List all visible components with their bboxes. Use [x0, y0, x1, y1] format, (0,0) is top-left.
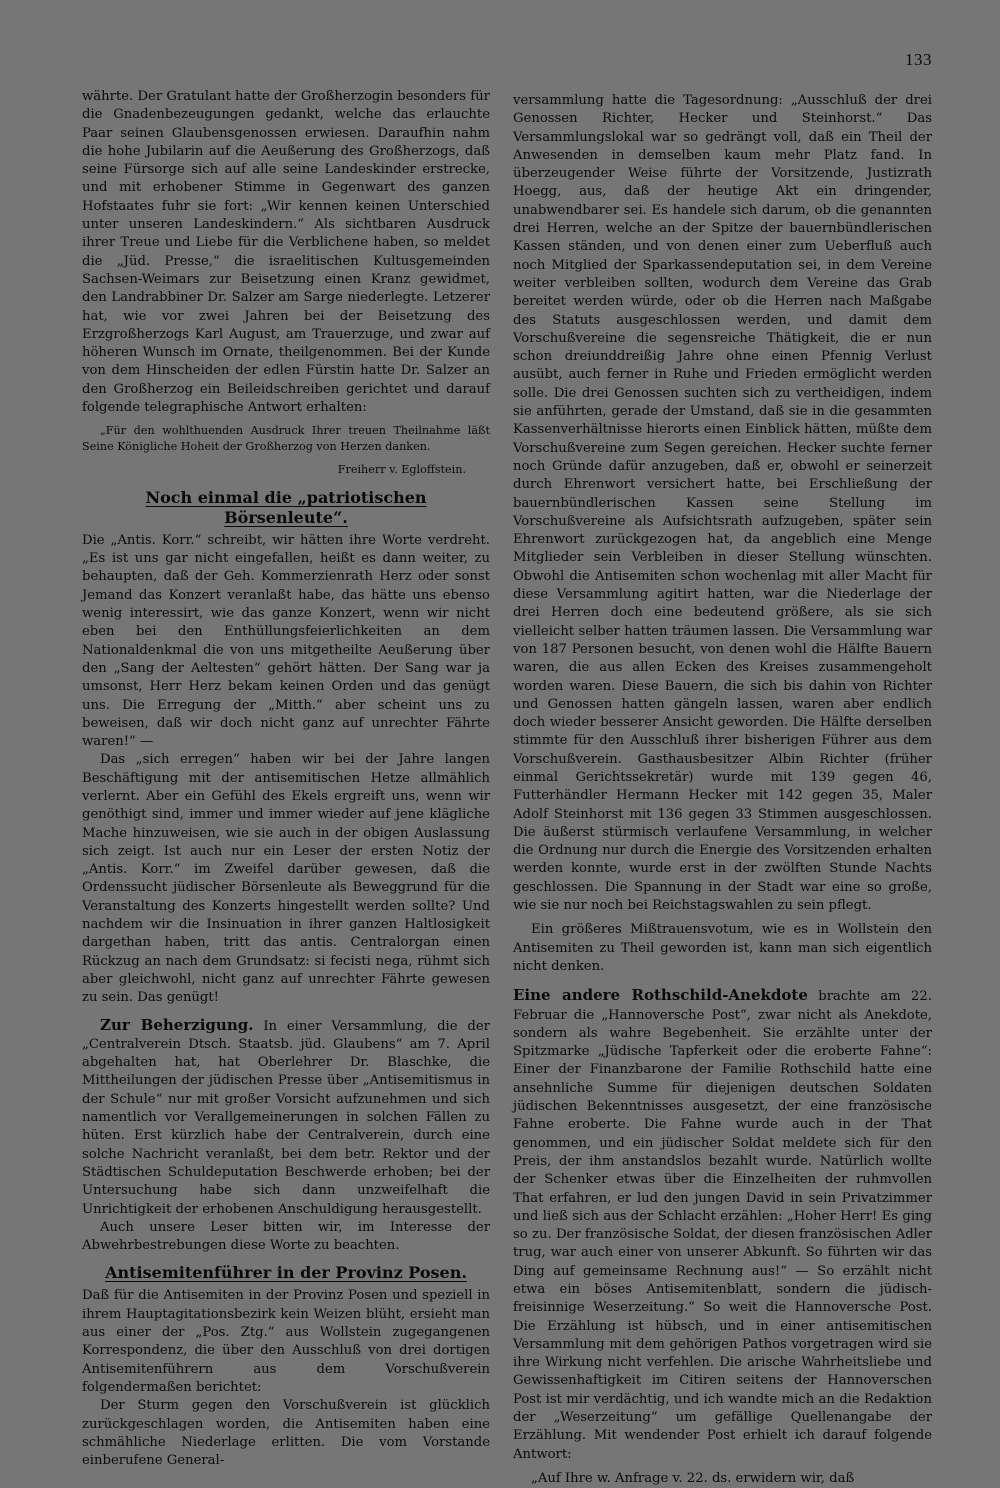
beherzigung-paragraph: [82, 1016, 490, 1219]
page-number: 133: [905, 50, 932, 69]
rothschild-text: brachte am 22. Februar die „Hannoversche Post“, zwar nicht als Anekdote, sondern als wahre Begebenheit. Sie erzählte unter der Spitzmarke „Jüdische Tapferkeit oder die eroberte Fahne“: Einer der Finanzbarone der Familie Rothschild hatte eine ansehnliche Summe für diejenigen deutschen Soldaten jüdischen Bekenntnisses ausgesetzt, der eine französische Fahne eroberte. Die Fahne wurde auch in der That genommen, und ein jüdischer Soldat meldete sich für den Preis, der ihm anstandslos bezahlt wurde. Natürlich wollte der Schenker etwas über die Einzelheiten der ruhmvollen That erfahren, er lud den jungen David in sein Privatzimmer und ließ sich aus der Schlacht erzählen: „Hoher Herr! Es ging so zu. Der französische Soldat, der diesen französischen Adler trug, war auch einer von unserer Abkunft. So führten wir das Ding auf gemeinsame Rechnung aus!“ — So erzählt nicht etwa ein böses Antisemitenblatt, sondern die jüdisch-freisinnige Weserzeitung.“ So weit die Hannoversche Post. Die Erzählung ist hübsch, und in einer antisemitischen Versammlung mit dem gehörigen Pathos vorgetragen wird sie ihre Wirkung nicht verfehlen. Die arische Wahrheitsliebe und Gewissenhaftigkeit im Citiren seitens der Hannoverschen Post ist mir verdächtig, und ich wandte mich an die Redaktion der „Weserzeitung“ um gefällige Quellenangabe der Erzählung. Mit wendender Post erhielt ich darauf folgende Antwort:: [513, 989, 932, 1462]
heading-provinz-posen: Antisemitenführer in der Provinz Posen.: [105, 1263, 467, 1283]
heading-boersenleute: Noch einmal die „patriotischen Börsenleute“.: [145, 487, 427, 527]
versammlung-text: versammlung hatte die Tagesordnung: „Ausschluß der drei Genossen Richter, Hecker und Steinhorst.“ Das Versammlungslokal war so gedrängt voll, daß ein Theil der Anwesenden in demselben kaum mehr Platz fand. In überzeugender Weise führte der Vorsitzende, Justizrath Hoegg, aus, daß der heutige Akt ein dringender, unabwendbarer sei. Es handele sich darum, ob die genannten drei Herren, welche an der Spitze der bauernbündlerischen Kassen ständen, und von denen einer zum Ueberfluß auch noch Mitglied der Sparkassendeputation sei, in dem Vereine weiter verbleiben sollten, wodurch dem Vereine das Grab bereitet werden würde, oder ob die Herren nach Maßgabe des Statuts ausgeschlossen werden, und damit dem Vorschußvereine die segensreiche Thätigkeit, die er nun schon dreiunddreißig Jahre ohne einen Pfennig Verlust ausübt, auch ferner in Ruhe und Frieden ermöglicht werden solle. Die drei Genossen suchten sich zu vertheidigen, indem sie anführten, gerade der Umstand, daß sie in die gesammten Kassenverhältnisse hierorts einen Einblick hätten, müßte dem Vorschußvereine zum Segen gereichen. Hecker suchte ferner noch Gründe dafür anzugeben, daß er, obwohl er seinerzeit durch Ehrenwort versichert hatte, bei Erschließung der bauernbündlerischen Kassen seine Stellung im Vorschußvereine als Aufsichtsrath aufzugeben, später sein Ehrenwort zurückgezogen hat, da angeblich eine Menge Mitglieder sein Verbleiben in dieser Stellung wünschten. Obwohl die Antisemiten schon wochenlag mit aller Macht für diese Versammlung agitirt hatten, war die Niederlage der drei Herren doch eine bedeutend größere, als sie sich vielleicht selber hatten träumen lassen. Die Versammlung war von 187 Personen besucht, von denen wohl die Hälfte Bauern waren, die aus allen Ecken des Kreises zusammengeholt worden waren. Diese Bauern, die sich bis dahin von Richter und Genossen hatten gängeln lassen, waren aber endlich doch wieder besserer Ansicht geworden. Die Hälfte derselben stimmte für den Ausschluß ihrer bisherigen Führer aus dem Vorschußverein. Gasthausbesitzer Albin Richter (früher einmal Gerichtssekretär) wurde mit 139 gegen 46, Futterhändler Hermann Hecker mit 142 gegen 35, Maler Adolf Steinhorst mit 136 gegen 33 Stimmen ausgeschlossen. Die äußerst stürmisch verlaufene Versammlung, in welcher die Ordnung nur durch die Energie des Vorsitzenden erhalten werden konnte, wurde erst in der zwölften Stunde Nachts geschlossen. Die Spannung in der Stadt war eine so große, wie sie nur noch bei Reichstagswahlen zu sein pflegt.: [513, 93, 932, 914]
rothschild-paragraph: [513, 986, 932, 1464]
posen-paragraph-2: Der Sturm gegen den Vorschußverein ist glücklich zurückgeschlagen worden, die Antisemiten haben eine schmähliche Niederlage erlitten. Die vom Vorstande einberufene General-: [82, 1398, 490, 1469]
boersenleute-paragraph-2: Das „sich erregen“ haben wir bei der Jahre langen Beschäftigung mit der antisemitischen Hetze allmählich verlernt. Aber ein Gefühl des Ekels ergreift uns, wenn wir genöthigt sind, immer und immer wieder auf jene klägliche Mache hinzuweisen, wie sie auch in der obigen Auslassung sich zeigt. Ist auch nur ein Leser der ersten Notiz der „Antis. Korr.“ im Zweifel darüber gewesen, daß die Ordenssucht jüdischer Börsenleute als Beweggrund für die Veranstaltung des Konzerts hingestellt werden sollte? Und nachdem wir die Insinuation in ihrer ganzen Haltlosigkeit dargethan haben, tritt das antis. Centralorgan einen Rückzug an nach dem Grundsatz: si fecisti nega, rühmt sich aber gleichwohl, nicht ganz auf unrechter Fährte gewesen zu sein. Das genügt!: [82, 752, 490, 1006]
right-column: [513, 92, 932, 1488]
beherzigung-text: In einer Versammlung, die der „Centralverein Dtsch. Staatsb. jüd. Glaubens“ am 7. April abgehalten hat, hat Oberlehrer Dr. Blaschke, die Mittheilungen der jüdischen Presse über „Antisemitismus in der Schule“ nur mit großer Vorsicht aufzunehmen und sich namentlich vor Verallgemeinerungen in solchen Fällen zu hüten. Erst kürzlich habe der Centralverein, durch eine solche Nachricht veranlaßt, bei dem betr. Rektor und der Städtischen Schuldeputation Beschwerde erhoben; bei der Untersuchung habe sich dann unzweifelhaft die Unrichtigkeit der erhobenen Anschuldigung herausgestellt.: [82, 1018, 490, 1217]
beherzigung-note: Auch unsere Leser bitten wir, im Interesse der Abwehrbestrebungen diese Worte zu beachten.: [82, 1219, 490, 1254]
misstrauensvotum-text: Ein größeres Mißtrauensvotum, wie es in Wollstein den Antisemiten zu Theil geworden ist, kann man sich eigentlich nicht denken.: [513, 922, 932, 974]
heading-rothschild-anekdote: Eine andere Rothschild-Anekdote: [513, 986, 808, 1005]
boersenleute-paragraph-1: Die „Antis. Korr.“ schreibt, wir hätten ihre Worte verdreht. „Es ist uns gar nicht eingefallen, heißt es dann weiter, zu behaupten, daß der Geh. Kommerzienrath Herz oder sonst Jemand das Konzert veranlaßt habe, das hätte uns ebenso wenig interessirt, wie das ganze Konzert, wenn wir nicht eben bei den Enthüllungsfeierlichkeiten an dem Nationaldenkmal die von uns mitgetheilte Aeußerung über den „Sang der Aeltesten“ gehört hätten. Der Sang war ja umsonst, Herr Herz bekam keinen Orden und das genügt uns. Die Erregung der „Mitth.“ aber scheint uns zu beweisen, daß wir doch nicht ganz auf unrechter Fährte waren!“ —: [82, 532, 490, 750]
article-continuation-text: währte. Der Gratulant hatte der Großherzogin besonders für die Gnadenbezeugungen gedankt, welche das erlauchte Paar seinen Glaubensgenossen erwiesen. Daraufhin nahm die hohe Jubilarin auf die Aeußerung des Großherzogs, daß seine Fürsorge sich auf alle seine Landeskinder erstrecke, und mit erhobener Stimme in Gegenwart des ganzen Hofstaates fuhr sie fort: „Wir kennen keinen Unterschied unter unseren Landeskindern.“ Als sichtbaren Ausdruck ihrer Treue und Liebe für die Verblichene haben, so meldet die „Jüd. Presse,“ die israelitischen Kultusgemeinden Sachsen-Weimars zur Beisetzung einen Kranz gewidmet, den Landrabbiner Dr. Salzer am Sarge niederlegte. Letzerer hat, wie vor zwei Jahren bei der Beisetzung des Erzgroßherzogs Karl August, am Trauerzuge, und zwar auf höheren Wunsch im Ornate, theilgenommen. Bei der Kunde von dem Hinscheiden der edlen Fürstin hatte Dr. Salzer an den Großherzog ein Beileidschreiben gerichtet und darauf folgende telegraphische Antwort erhalten:: [82, 89, 490, 416]
posen-paragraph-1: Daß für die Antisemiten in der Provinz Posen und speziell in ihrem Hauptagitationsbezirk kein Weizen blüht, ersieht man aus einer der „Pos. Ztg.“ aus Wollstein zugegangenen Korrespondenz, die über den Ausschluß von drei dortigen Antisemitenführern aus dem Vorschußverein folgendermaßen berichtet:: [82, 1288, 490, 1395]
telegram-signature: Freiherr v. Egloffstein.: [337, 463, 466, 477]
antwort-text: „Auf Ihre w. Anfrage v. 22. ds. erwidern wir, daß: [531, 1470, 855, 1486]
telegram-quote: „Für den wohlthuenden Ausdruck Ihrer treuen Theilnahme läßt Seine Königliche Hoheit der Großherzog von Herzen danken.: [82, 424, 490, 453]
left-column: [82, 88, 490, 1470]
heading-beherzigung: Zur Beherzigung.: [100, 1015, 254, 1034]
